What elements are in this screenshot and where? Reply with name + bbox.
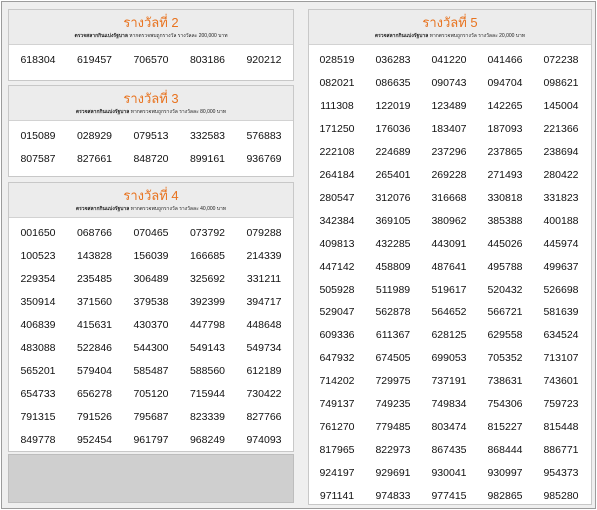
prize5-number: 562878 xyxy=(375,306,411,319)
prize4-subtitle xyxy=(9,206,293,213)
prize5-number: 086635 xyxy=(375,76,411,89)
prize4-number: 073792 xyxy=(189,227,226,239)
prize5-number: 738631 xyxy=(487,375,523,388)
prize5-number: 090743 xyxy=(431,76,467,89)
prize3-number: 936769 xyxy=(246,153,282,165)
prize2-number: 803186 xyxy=(189,54,226,66)
prize5-number: 443091 xyxy=(431,237,467,250)
prize4-number: 791526 xyxy=(76,411,113,423)
prize4-number: 079288 xyxy=(246,227,282,239)
prize5-number: 611367 xyxy=(375,329,411,342)
prize5-number: 985280 xyxy=(543,490,579,503)
prize4-number: 974093 xyxy=(246,434,282,446)
prize5-number: 815227 xyxy=(487,421,523,434)
prize5-number: 749137 xyxy=(319,398,355,411)
prize5-number: 123489 xyxy=(431,99,467,112)
prize5-number: 171250 xyxy=(319,122,355,135)
prize5-subtitle xyxy=(309,33,591,40)
prize4-number: 447798 xyxy=(189,319,226,331)
prize5-number: 929691 xyxy=(375,467,411,480)
prize5-number: 342384 xyxy=(319,214,355,227)
prize5-number: 271493 xyxy=(487,168,523,181)
prize5-number: 817965 xyxy=(319,444,355,457)
prize5-number: 380962 xyxy=(431,214,467,227)
prize4-number: 612189 xyxy=(246,365,282,377)
prize5-number: 822973 xyxy=(375,444,411,457)
prize5-number: 581639 xyxy=(543,306,579,319)
prize5-number: 519617 xyxy=(431,283,467,296)
prize2-header xyxy=(9,10,293,45)
prize5-number: 499637 xyxy=(543,260,579,273)
prize3-number: 827661 xyxy=(76,153,113,165)
prize3-number: 576883 xyxy=(246,130,282,142)
prize5-number: 280547 xyxy=(319,191,355,204)
prize5-number: 505928 xyxy=(319,283,355,296)
prize4-number: 371560 xyxy=(76,296,113,308)
prize5-number: 779485 xyxy=(375,421,411,434)
prize5-number: 749235 xyxy=(375,398,411,411)
prize5-number: 713107 xyxy=(543,352,579,365)
prize2-subtitle xyxy=(9,33,293,40)
prize5-number: 330818 xyxy=(487,191,523,204)
prize4-number: 656278 xyxy=(76,388,113,400)
prize5-number: 238694 xyxy=(543,145,579,158)
prize5-number: 974833 xyxy=(375,490,411,503)
prize4-title: รางวัลที่ 4 xyxy=(123,188,179,203)
prize4-number: 565201 xyxy=(20,365,56,377)
prize5-number: 495788 xyxy=(487,260,523,273)
prize4-number: 549734 xyxy=(246,342,282,354)
prize5-number: 145004 xyxy=(543,99,579,112)
prize2-subtitle-bold: ตรวจสลากกินแบ่งรัฐบาล xyxy=(74,33,128,39)
empty-gray-block xyxy=(8,454,294,503)
prize5-number: 511989 xyxy=(375,283,411,296)
prize5-number: 265401 xyxy=(375,168,411,181)
prize3-number: 807587 xyxy=(20,153,56,165)
prize2-number: 920212 xyxy=(246,54,282,66)
prize5-number: 331823 xyxy=(543,191,579,204)
prize5-number: 803474 xyxy=(431,421,467,434)
prize5-number: 224689 xyxy=(375,145,411,158)
prize4-number: 961797 xyxy=(133,434,169,446)
prize5-number: 176036 xyxy=(375,122,411,135)
prize4-panel xyxy=(8,182,294,452)
prize4-number: 406839 xyxy=(20,319,56,331)
prize5-number: 705352 xyxy=(487,352,523,365)
prize4-number: 070465 xyxy=(133,227,169,239)
prize4-header xyxy=(9,183,293,218)
prize4-number: 166685 xyxy=(189,250,226,262)
prize5-number: 815448 xyxy=(543,421,579,434)
prize5-number: 529047 xyxy=(319,306,355,319)
prize5-number: 316668 xyxy=(431,191,467,204)
prize2-number: 706570 xyxy=(133,54,169,66)
prize5-number: 759723 xyxy=(543,398,579,411)
prize5-number: 122019 xyxy=(375,99,411,112)
prize4-number: 214339 xyxy=(246,250,282,262)
prize4-number: 143828 xyxy=(76,250,113,262)
prize4-number: 791315 xyxy=(20,411,56,423)
prize4-number: 229354 xyxy=(20,273,56,285)
prize2-subtitle-text: หากตรวจพบถูกรางวัล รางวัลละ 200,000 บาท xyxy=(129,33,228,39)
prize3-title: รางวัลที่ 3 xyxy=(123,91,179,106)
prize5-number: 082021 xyxy=(319,76,355,89)
prize5-number: 187093 xyxy=(487,122,523,135)
prize5-title: รางวัลที่ 5 xyxy=(422,15,478,30)
prize5-number: 564652 xyxy=(431,306,467,319)
prize3-panel xyxy=(8,85,294,177)
prize4-number: 585487 xyxy=(133,365,169,377)
prize2-number: 619457 xyxy=(76,54,113,66)
prize5-number: 041466 xyxy=(487,54,523,66)
prize5-number: 867435 xyxy=(431,444,467,457)
prize3-header xyxy=(9,86,293,121)
prize5-number: 674505 xyxy=(375,352,411,365)
prize4-number: 430370 xyxy=(133,319,169,331)
prize5-number: 142265 xyxy=(487,99,523,112)
prize4-number: 705120 xyxy=(133,388,169,400)
prize5-number: 737191 xyxy=(431,375,467,388)
prize5-number: 977415 xyxy=(431,490,467,503)
prize5-number: 634524 xyxy=(543,329,579,342)
prize5-number: 269228 xyxy=(431,168,467,181)
prize5-number: 743601 xyxy=(543,375,579,388)
prize3-number: 332583 xyxy=(189,130,226,142)
prize5-number: 971141 xyxy=(319,490,355,503)
prize3-number: 015089 xyxy=(20,130,56,142)
prize3-number: 079513 xyxy=(133,130,169,142)
prize5-number: 761270 xyxy=(319,421,355,434)
prize5-number: 264184 xyxy=(319,168,355,181)
prize4-number: 849778 xyxy=(20,434,56,446)
prize5-number: 111308 xyxy=(320,99,354,112)
prize4-number: 549143 xyxy=(189,342,226,354)
prize5-number: 222108 xyxy=(319,145,355,158)
prize4-number: 068766 xyxy=(76,227,113,239)
prize4-number: 544300 xyxy=(133,342,169,354)
prize5-number: 954373 xyxy=(543,467,579,480)
prize4-number: 795687 xyxy=(133,411,169,423)
prize5-number: 749834 xyxy=(431,398,467,411)
prize4-number: 325692 xyxy=(189,273,226,285)
prize3-number: 899161 xyxy=(189,153,226,165)
prize5-number: 609336 xyxy=(319,329,355,342)
prize5-subtitle-bold: ตรวจสลากกินแบ่งรัฐบาล xyxy=(374,33,429,39)
prize5-number: 566721 xyxy=(487,306,523,319)
prize5-number: 028519 xyxy=(319,54,355,66)
prize5-number: 312076 xyxy=(375,191,411,204)
prize5-number: 930997 xyxy=(487,467,523,480)
prize4-number: 350914 xyxy=(20,296,56,308)
prize5-number: 447142 xyxy=(319,260,355,273)
prize2-title: รางวัลที่ 2 xyxy=(123,15,179,30)
prize5-number: 237296 xyxy=(431,145,467,158)
prize5-number: 385388 xyxy=(487,214,523,227)
prize5-number: 409813 xyxy=(319,237,355,250)
prize4-number: 968249 xyxy=(189,434,226,446)
prize5-number: 699053 xyxy=(431,352,467,365)
prize5-number: 041220 xyxy=(431,54,467,66)
prize4-number: 379538 xyxy=(133,296,169,308)
prize4-subtitle-text: หากตรวจพบถูกรางวัล รางวัลละ 40,000 บาท xyxy=(130,206,227,212)
prize4-number: 001650 xyxy=(20,227,56,239)
prize5-number: 868444 xyxy=(487,444,523,457)
prize5-number: 982865 xyxy=(487,490,523,503)
prize5-number: 098621 xyxy=(543,76,579,89)
prize5-number: 183407 xyxy=(431,122,467,135)
prize4-number: 392399 xyxy=(189,296,226,308)
prize5-number: 647932 xyxy=(319,352,355,365)
prize5-number: 221366 xyxy=(543,122,579,135)
prize5-number: 458809 xyxy=(375,260,411,273)
prize4-number: 579404 xyxy=(76,365,113,377)
prize4-number: 952454 xyxy=(76,434,113,446)
prize4-number: 715944 xyxy=(189,388,226,400)
prize5-number: 094704 xyxy=(487,76,523,89)
prize4-number: 306489 xyxy=(133,273,169,285)
prize5-subtitle-text: หากตรวจพบถูกรางวัล รางวัลละ 20,000 บาท xyxy=(429,33,526,39)
prize3-number: 028929 xyxy=(76,130,113,142)
prize5-number: 714202 xyxy=(319,375,355,388)
prize5-number: 754306 xyxy=(487,398,523,411)
prize2-number: 618304 xyxy=(20,54,56,66)
prize5-number: 729975 xyxy=(375,375,411,388)
prize4-number: 331211 xyxy=(246,273,282,285)
prize5-number: 520432 xyxy=(487,283,523,296)
prize4-number: 235485 xyxy=(76,273,113,285)
prize4-number: 156039 xyxy=(133,250,169,262)
prize4-number: 654733 xyxy=(20,388,56,400)
prize4-number: 827766 xyxy=(246,411,282,423)
prize5-panel xyxy=(308,9,592,505)
prize5-number: 930041 xyxy=(431,467,467,480)
prize3-subtitle xyxy=(9,109,293,116)
prize5-number: 629558 xyxy=(487,329,523,342)
prize5-number: 072238 xyxy=(543,54,579,66)
prize5-number: 445974 xyxy=(543,237,579,250)
prize4-subtitle-bold: ตรวจสลากกินแบ่งรัฐบาล xyxy=(75,206,130,212)
prize5-number: 432285 xyxy=(375,237,411,250)
prize4-number: 823339 xyxy=(189,411,226,423)
prize5-number: 628125 xyxy=(431,329,467,342)
prize5-number: 036283 xyxy=(375,54,411,66)
prize4-number: 588560 xyxy=(189,365,226,377)
prize5-number: 526698 xyxy=(543,283,579,296)
prize4-number: 394717 xyxy=(246,296,282,308)
prize2-panel xyxy=(8,9,294,81)
prize4-number: 522846 xyxy=(76,342,113,354)
prize5-number: 237865 xyxy=(487,145,523,158)
prize3-number: 848720 xyxy=(133,153,169,165)
prize5-number: 400188 xyxy=(543,214,579,227)
prize5-number: 369105 xyxy=(375,214,411,227)
prize5-number: 445026 xyxy=(487,237,523,250)
prize4-number: 448648 xyxy=(246,319,282,331)
prize5-number: 280422 xyxy=(543,168,579,181)
prize4-number: 483088 xyxy=(20,342,56,354)
prize5-number: 924197 xyxy=(319,467,355,480)
prize4-number: 100523 xyxy=(20,250,56,262)
prize3-subtitle-bold: ตรวจสลากกินแบ่งรัฐบาล xyxy=(75,109,130,115)
prize4-number: 415631 xyxy=(76,319,113,331)
prize3-subtitle-text: หากตรวจพบถูกรางวัล รางวัลละ 80,000 บาท xyxy=(130,109,227,115)
prize5-header xyxy=(309,10,591,45)
prize5-number: 487641 xyxy=(431,260,467,273)
prize5-number: 886771 xyxy=(543,444,579,457)
prize4-number: 730422 xyxy=(246,388,282,400)
